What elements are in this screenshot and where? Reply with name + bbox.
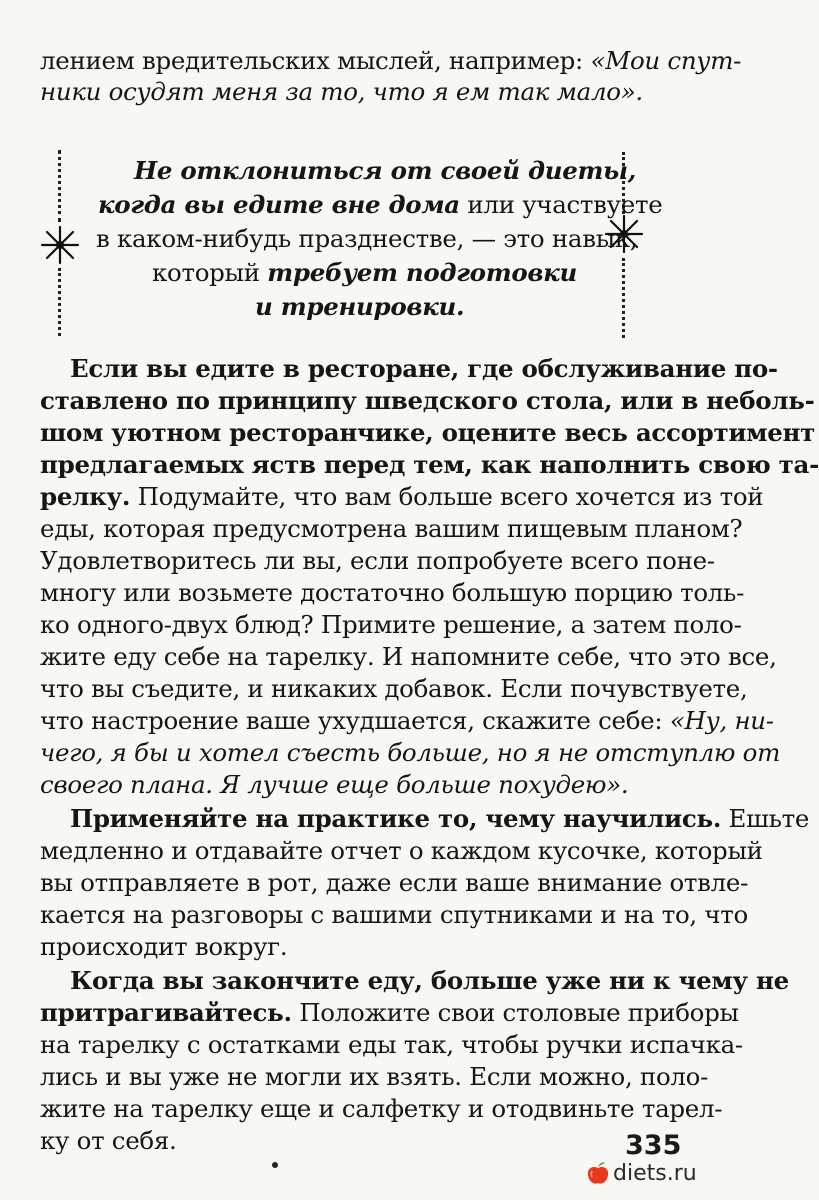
para1-line-5 [40, 481, 763, 513]
para3-line-2 [40, 997, 739, 1029]
para1-text: Подумайте, что вам больше всего хочется из той [130, 482, 764, 511]
left-dotted-rule-top [58, 150, 61, 222]
apple-icon [586, 1160, 610, 1186]
callout-line-4 [152, 257, 577, 289]
right-dotted-rule-bottom [622, 258, 625, 338]
para3-text: Положите свои столовые приборы [291, 998, 739, 1027]
left-star-icon [40, 225, 80, 265]
callout-line-2 [98, 189, 662, 221]
para1-line-1: Если вы едите в ресторане, где обслуживание по- [70, 354, 778, 383]
page-number: 335 [625, 1130, 682, 1161]
intro-line-1 [40, 45, 741, 77]
para3-line-3: на тарелку с остатками еды так, чтобы ручки испачка- [40, 1030, 743, 1059]
intro-quote-start: «Мои спут- [590, 46, 742, 75]
para1-line-8: многу или возьмете достаточно большую порцию толь- [40, 578, 745, 607]
para1-line-11: что вы съедите, и никаких добавок. Если почувствуете, [40, 674, 748, 703]
callout-line-5: и тренировки. [255, 292, 465, 321]
para3-line-1: Когда вы закончите еду, больше уже ни к чему не [70, 966, 789, 995]
callout-text: который [152, 258, 268, 287]
callout-emphasis: требует подготовки [267, 258, 577, 287]
para1-line-6: еды, которая предусмотрена вашим пищевым планом? [40, 514, 743, 543]
para2-line-2: медленно и отдавайте отчет о каждом кусочке, который [40, 836, 763, 865]
watermark-logo [586, 1160, 697, 1186]
para2-line-5: происходит вокруг. [40, 932, 288, 961]
para1-line-3: шом уютном ресторанчике, оцените весь ассортимент [40, 418, 816, 447]
para2-emphasis: Применяйте на практике то, чему научились. [70, 804, 722, 833]
para1-line-9: ко одного-двух блюд? Примите решение, а затем поло- [40, 610, 742, 639]
para1-line-12 [40, 705, 774, 737]
intro-text: лением вредительских мыслей, например: [40, 46, 591, 75]
para3-line-4: лись и вы уже не могли их взять. Если можно, поло- [40, 1062, 709, 1091]
para2-line-4: кается на разговоры с вашими спутниками и на то, что [40, 900, 748, 929]
intro-line-2: ники осудят меня за то, что я ем так мало». [40, 77, 643, 106]
para1-line-4: предлагаемых яств перед тем, как наполнить свою та- [40, 450, 819, 479]
para1-emphasis: релку. [40, 482, 131, 511]
para1-line-10: жите еду себе на тарелку. И напомните себе, что это все, [40, 642, 777, 671]
para3-line-5: жите на тарелку еще и салфетку и отодвиньте тарел- [40, 1094, 723, 1123]
callout-line-3: в каком-нибудь празднестве, — это навык, [96, 224, 638, 253]
para2-line-3: вы отправляете в рот, даже если ваше внимание отвле- [40, 868, 749, 897]
left-dotted-rule-bottom [58, 268, 61, 336]
para1-line-2: ставлено по принципу шведского стола, или в неболь- [40, 386, 815, 415]
para1-line-7: Удовлетворитесь ли вы, если попробуете всего поне- [40, 546, 715, 575]
para3-line-6: ку от себя. [40, 1126, 177, 1155]
para1-quote-start: «Ну, ни- [669, 706, 774, 735]
watermark-text: diets.ru [613, 1160, 697, 1186]
para2-line-1 [70, 803, 809, 835]
para3-emphasis: притрагивайтесь. [40, 998, 292, 1027]
para1-line-13: чего, я бы и хотел съесть больше, но я не отступлю от [40, 738, 781, 767]
para2-text: Ешьте [721, 804, 810, 833]
callout-text: или участвуете [459, 190, 663, 219]
para1-line-14: своего плана. Я лучше еще больше похудею». [40, 770, 629, 799]
ink-speck [270, 1160, 280, 1170]
callout-emphasis: когда вы едите вне дома [98, 190, 460, 219]
para1-text: что настроение ваше ухудшается, скажите себе: [40, 706, 670, 735]
callout-line-1: Не отклониться от своей диеты, [134, 156, 636, 185]
